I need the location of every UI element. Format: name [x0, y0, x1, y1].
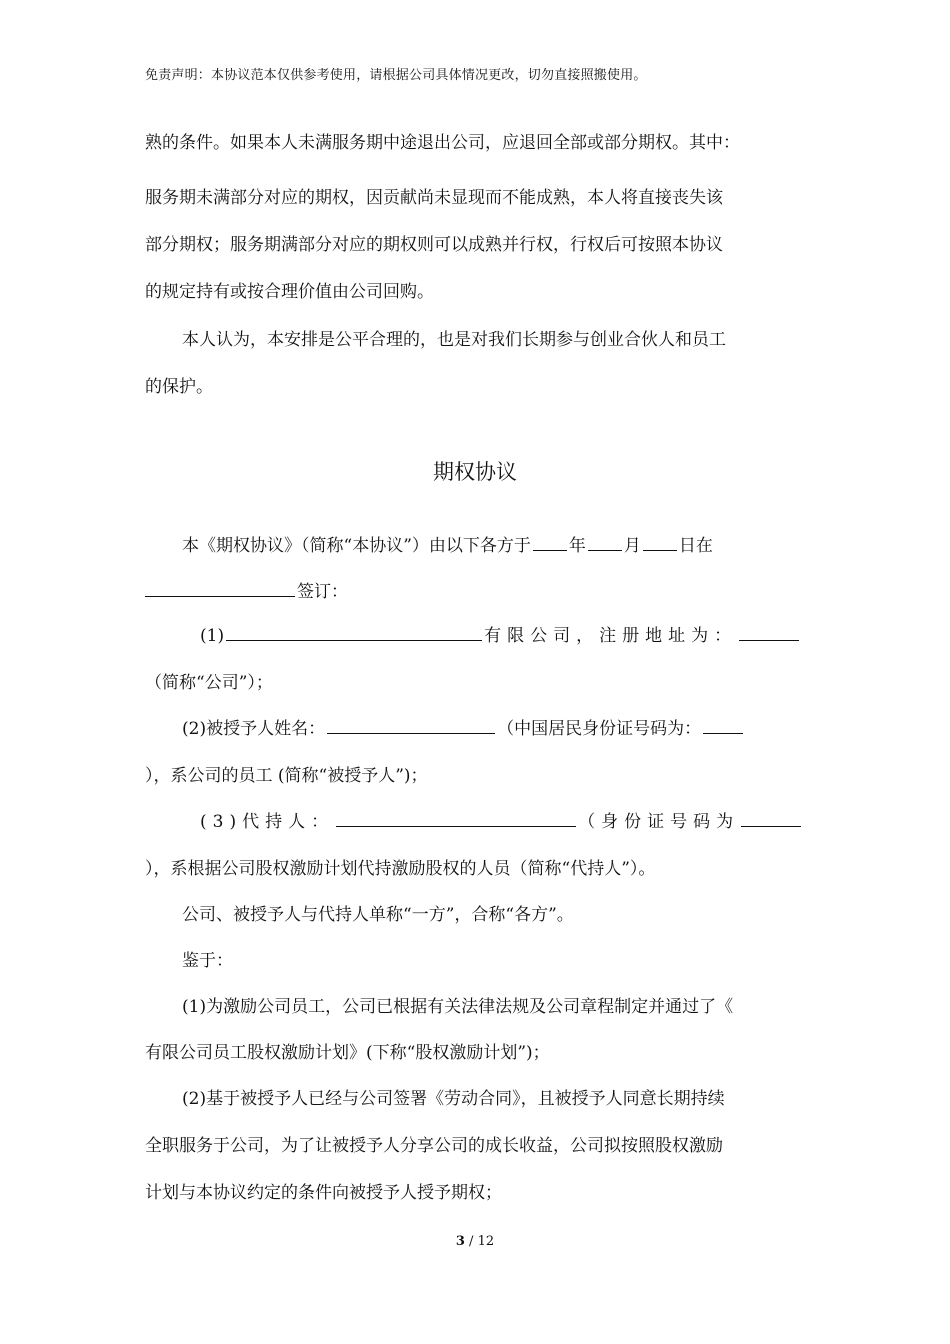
company-name-blank[interactable] [226, 639, 482, 641]
nominee-name-blank[interactable] [336, 825, 576, 827]
recital2-line-1: (2)基于被授予人已经与公司签署《劳动合同》，且被授予人同意长期持续 [182, 1089, 725, 1109]
address-blank[interactable] [739, 639, 799, 641]
party3-label: (3)代持人： [200, 812, 335, 832]
party3-line [200, 807, 803, 832]
month-blank[interactable] [588, 549, 622, 551]
party2-cont: ），系公司的员工 (简称“被授予人”)； [145, 766, 428, 786]
intro-line-5: 本人认为，本安排是公平合理的，也是对我们长期参与创业合伙人和员工 [182, 330, 726, 350]
whereas-label: 鉴于： [182, 951, 233, 971]
party2-line [182, 714, 745, 739]
signed-label: 签订： [297, 582, 348, 602]
page-sep: / [464, 1234, 478, 1249]
day-label: 日在 [678, 536, 713, 556]
intro-line-6: 的保护。 [145, 377, 213, 397]
nominee-id-blank[interactable] [741, 825, 801, 827]
signed-line [145, 577, 348, 602]
party1-num: (1) [200, 626, 225, 646]
recital1-line-2: 有限公司员工股权激励计划》(下称“股权激励计划”)； [145, 1043, 550, 1063]
agreement-title: 期权协议 [433, 460, 517, 484]
month-label: 月 [623, 536, 641, 556]
intro-line-1: 熟的条件。如果本人未满服务期中途退出公司，应退回全部或部分期权。其中： [145, 133, 740, 153]
intro-line-4: 的规定持有或按合理价值由公司回购。 [145, 282, 434, 302]
party1-abbr: （简称“公司”）； [145, 673, 273, 693]
recital2-line-2: 全职服务于公司，为了让被授予人分享公司的成长收益，公司拟按照股权激励 [145, 1136, 723, 1156]
disclaimer-note: 免责声明：本协议范本仅供参考使用，请根据公司具体情况更改，切勿直接照搬使用。 [145, 68, 647, 83]
opening-line [182, 531, 713, 556]
recital1-line-1: (1)为激励公司员工，公司已根据有关法律法规及公司章程制定并通过了《 [182, 997, 734, 1017]
year-label: 年 [568, 536, 586, 556]
party2-label: (2)被授予人姓名： [182, 719, 326, 739]
party3-id-label: （身份证号码为 [578, 812, 740, 832]
year-blank[interactable] [533, 549, 567, 551]
intro-line-3: 部分期权；服务期满部分对应的期权则可以成熟并行权，行权后可按照本协议 [145, 235, 723, 255]
party1-label: 有限公司，注册地址为： [484, 626, 738, 646]
intro-line-2: 服务期未满部分对应的期权，因贡献尚未显现而不能成熟，本人将直接丧失该 [145, 188, 723, 208]
recital2-line-3: 计划与本协议约定的条件向被授予人授予期权； [145, 1183, 502, 1203]
party1-line [200, 621, 801, 646]
grantee-name-blank[interactable] [327, 732, 495, 734]
party3-cont: ），系根据公司股权激励计划代持激励股权的人员（简称“代持人”）。 [145, 859, 656, 879]
total-pages: 12 [477, 1234, 495, 1249]
current-page: 3 [455, 1234, 465, 1249]
collective-line: 公司、被授予人与代持人单称“一方”，合称“各方”。 [182, 905, 574, 925]
day-blank[interactable] [643, 549, 677, 551]
grantee-id-blank[interactable] [703, 732, 743, 734]
opening-text: 本《期权协议》（简称“本协议”）由以下各方于 [182, 536, 531, 556]
page-number [0, 1234, 950, 1249]
party2-id-label: （中国居民身份证号码为： [497, 719, 702, 739]
place-blank[interactable] [145, 595, 295, 597]
